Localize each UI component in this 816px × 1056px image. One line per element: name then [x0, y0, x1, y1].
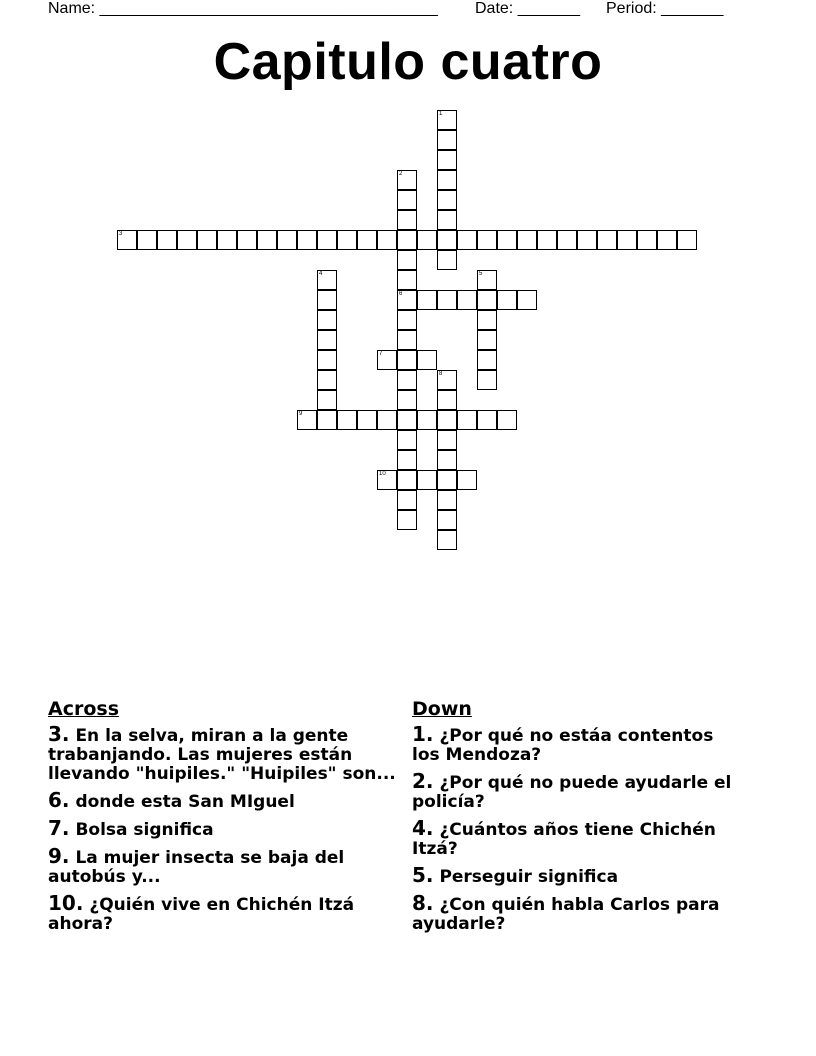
crossword-cell[interactable]	[297, 230, 317, 250]
crossword-cell[interactable]	[477, 230, 497, 250]
clue-number: 7.	[48, 816, 70, 840]
crossword-cell[interactable]	[437, 230, 457, 250]
crossword-cell[interactable]	[597, 230, 617, 250]
clue-number-label: 1	[439, 111, 443, 117]
crossword-cell[interactable]	[477, 370, 497, 390]
down-heading: Down	[412, 698, 472, 720]
crossword-cell[interactable]	[397, 310, 417, 330]
crossword-cell[interactable]	[357, 230, 377, 250]
clue-number-label: 5	[479, 271, 483, 277]
across-clue	[48, 722, 408, 784]
crossword-cell[interactable]	[317, 350, 337, 370]
down-clue	[412, 722, 742, 765]
crossword-cell[interactable]	[437, 110, 457, 130]
crossword-cell[interactable]	[437, 390, 457, 410]
crossword-cell[interactable]	[377, 410, 397, 430]
down-clue	[412, 816, 742, 859]
crossword-cell[interactable]	[437, 510, 457, 530]
clue-text: ¿Por qué no estáa contentos los Mendoza?	[412, 726, 714, 765]
crossword-cell[interactable]	[317, 370, 337, 390]
across-clue	[48, 891, 408, 934]
crossword-cell[interactable]	[437, 530, 457, 550]
crossword-cell[interactable]	[397, 350, 417, 370]
crossword-cell[interactable]	[397, 330, 417, 350]
crossword-cell[interactable]	[277, 230, 297, 250]
crossword-cell[interactable]	[157, 230, 177, 250]
crossword-cell[interactable]	[417, 470, 437, 490]
clue-number: 3.	[48, 722, 70, 746]
crossword-cell[interactable]	[477, 350, 497, 370]
crossword-cell[interactable]	[397, 450, 417, 470]
crossword-cell[interactable]	[677, 230, 697, 250]
crossword-cell[interactable]	[117, 230, 137, 250]
down-clue	[412, 891, 742, 934]
crossword-cell[interactable]	[377, 470, 397, 490]
crossword-cell[interactable]	[397, 370, 417, 390]
crossword-cell[interactable]	[397, 490, 417, 510]
crossword-cell[interactable]	[477, 310, 497, 330]
crossword-cell[interactable]	[477, 410, 497, 430]
clue-text: Perseguir significa	[439, 867, 619, 887]
across-clue	[48, 788, 408, 812]
crossword-cell[interactable]	[397, 410, 417, 430]
clue-text: La mujer insecta se baja del autobús y...	[48, 848, 345, 887]
page-title: Capitulo cuatro	[213, 33, 603, 91]
across-clues	[48, 700, 408, 941]
clue-number-label: 8	[439, 371, 443, 377]
crossword-cell[interactable]	[617, 230, 637, 250]
crossword-cell[interactable]	[657, 230, 677, 250]
clue-number: 9.	[48, 844, 70, 868]
crossword-cell[interactable]	[417, 410, 437, 430]
crossword-cell[interactable]	[457, 230, 477, 250]
crossword-cell[interactable]	[137, 230, 157, 250]
crossword-cell[interactable]	[537, 230, 557, 250]
crossword-cell[interactable]	[477, 290, 497, 310]
crossword-cell[interactable]	[437, 130, 457, 150]
crossword-cell[interactable]	[437, 210, 457, 230]
crossword-cell[interactable]	[417, 230, 437, 250]
clue-number: 6.	[48, 788, 70, 812]
crossword-cell[interactable]	[437, 170, 457, 190]
crossword-cell[interactable]	[437, 430, 457, 450]
crossword-cell[interactable]	[437, 370, 457, 390]
across-clue	[48, 844, 408, 887]
crossword-cell[interactable]	[397, 170, 417, 190]
crossword-cell[interactable]	[337, 410, 357, 430]
crossword-cell[interactable]	[457, 290, 477, 310]
crossword-cell[interactable]	[397, 270, 417, 290]
clue-number-label: 6	[399, 291, 403, 297]
clue-number-label: 9	[299, 411, 303, 417]
clue-number-label: 2	[399, 171, 403, 177]
period-field: Period: _______	[606, 0, 724, 17]
crossword-cell[interactable]	[317, 230, 337, 250]
clue-number: 8.	[412, 891, 434, 915]
crossword-cell[interactable]	[517, 290, 537, 310]
crossword-cell[interactable]	[417, 350, 437, 370]
crossword-cell[interactable]	[517, 230, 537, 250]
clue-text: donde esta San MIguel	[75, 792, 295, 812]
crossword-cell[interactable]	[337, 230, 357, 250]
crossword-cell[interactable]	[317, 290, 337, 310]
clue-text: ¿Por qué no puede ayudarle el policía?	[412, 773, 732, 812]
crossword-cell[interactable]	[477, 330, 497, 350]
clue-text: ¿Quién vive en Chichén Itzá ahora?	[48, 895, 355, 934]
crossword-cell[interactable]	[437, 490, 457, 510]
crossword-cell[interactable]	[317, 410, 337, 430]
crossword-cell[interactable]	[197, 230, 217, 250]
crossword-cell[interactable]	[217, 230, 237, 250]
crossword-cell[interactable]	[437, 190, 457, 210]
down-clue	[412, 863, 742, 887]
crossword-cell[interactable]	[397, 510, 417, 530]
crossword-cell[interactable]	[437, 290, 457, 310]
clue-text: Bolsa significa	[75, 820, 214, 840]
across-clue	[48, 816, 408, 840]
crossword-cell[interactable]	[437, 150, 457, 170]
clue-number: 2.	[412, 769, 434, 793]
clue-number: 1.	[412, 722, 434, 746]
crossword-cell[interactable]	[497, 230, 517, 250]
crossword-cell[interactable]	[357, 410, 377, 430]
crossword-cell[interactable]	[417, 290, 437, 310]
clue-text: ¿Cuántos años tiene Chichén Itzá?	[412, 820, 716, 859]
clue-number-label: 7	[379, 351, 383, 357]
crossword-cell[interactable]	[397, 190, 417, 210]
clue-number: 5.	[412, 863, 434, 887]
crossword-cell[interactable]	[377, 350, 397, 370]
crossword-cell[interactable]	[397, 390, 417, 410]
crossword-cell[interactable]	[497, 410, 517, 430]
crossword-cell[interactable]	[317, 310, 337, 330]
crossword-cell[interactable]	[397, 210, 417, 230]
crossword-cell[interactable]	[437, 450, 457, 470]
crossword-cell[interactable]	[397, 470, 417, 490]
across-heading: Across	[48, 698, 120, 720]
clue-number: 10.	[48, 891, 84, 915]
clue-number-label: 10	[379, 471, 386, 477]
name-field: Name: ______________________________________	[48, 0, 438, 17]
crossword-cell[interactable]	[437, 250, 457, 270]
down-clue	[412, 769, 742, 812]
crossword-cell[interactable]	[317, 270, 337, 290]
crossword-cell[interactable]	[577, 230, 597, 250]
crossword-cell[interactable]	[397, 430, 417, 450]
crossword-cell[interactable]	[457, 410, 477, 430]
crossword-cell[interactable]	[397, 290, 417, 310]
crossword-cell[interactable]	[317, 330, 337, 350]
crossword-cell[interactable]	[317, 390, 337, 410]
clue-text: En la selva, miran a la gente trabanjando. Las mujeres están llevando "huipiles." "Huipiles" son...	[48, 726, 396, 784]
crossword-cell[interactable]	[637, 230, 657, 250]
crossword-cell[interactable]	[377, 230, 397, 250]
crossword-cell[interactable]	[237, 230, 257, 250]
down-clues	[412, 700, 742, 941]
crossword-cell[interactable]	[457, 470, 477, 490]
crossword-cell[interactable]	[557, 230, 577, 250]
crossword-cell[interactable]	[297, 410, 317, 430]
clue-number-label: 3	[119, 231, 123, 237]
crossword-cell[interactable]	[477, 270, 497, 290]
crossword-cell[interactable]	[177, 230, 197, 250]
crossword-cell[interactable]	[257, 230, 277, 250]
crossword-cell[interactable]	[397, 250, 417, 270]
crossword-cell[interactable]	[497, 290, 517, 310]
clue-text: ¿Con quién habla Carlos para ayudarle?	[412, 895, 720, 934]
date-field: Date: _______	[475, 0, 580, 17]
clue-number: 4.	[412, 816, 434, 840]
crossword-cell[interactable]	[437, 470, 457, 490]
clue-number-label: 4	[319, 271, 323, 277]
crossword-cell[interactable]	[397, 230, 417, 250]
crossword-cell[interactable]	[437, 410, 457, 430]
